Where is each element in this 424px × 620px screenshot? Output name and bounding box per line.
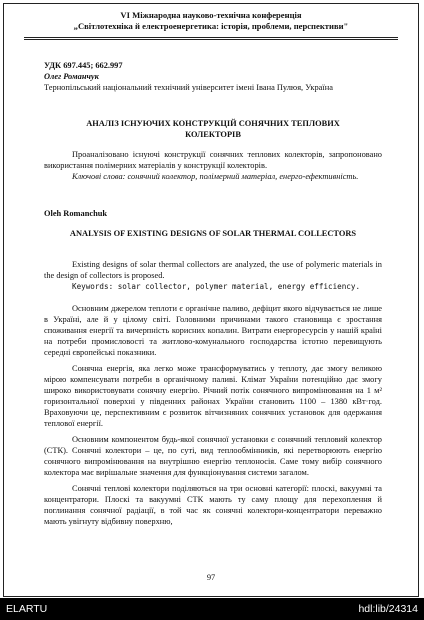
conference-title: „Світлотехніка й електроенергетика: історія, проблеми, перспективи" xyxy=(73,21,349,31)
author-en: Oleh Romanchuk xyxy=(44,209,108,218)
body-paragraph: Основним компонентом будь-якої сонячної установки є сонячний тепловий колектор (СТК). Сонячні колектори – це, по суті, вид теплообмінників, які перетворюють енергію сонячного випромінювання на внутрішню енергію теплоносія. Саме тому вибір сонячного колектора має вирішальне значення для функціонування системи загалом. xyxy=(44,435,382,477)
body-paragraph: Сонячні теплові колектори поділяються на три основні категорії: плоскі, вакуумні та концентратори. Плоскі та вакуумні СТК мають ту саму площу для перехоплення й поглинання сонячної радіації, в той час як сонячні колектори-концентратори переважно мають увігнуту відбивну поверхню, xyxy=(44,484,382,526)
conference-name: VI Міжнародна науково-технічна конференція xyxy=(120,10,302,20)
author-en-block xyxy=(44,208,382,219)
body-paragraph: Основним джерелом теплоти є органічне паливо, дефіцит якого відчувається не лише в Україні, але й у цілому світі. Головними причинами такого становища є зростання споживання енергії та вичерпність корисних копалин. Витрати енергоресурсів у нашій країні на потреби промисловості та житлово-комунального господарства істотно перевищують середні європейські показники. xyxy=(44,304,382,357)
abstract-en: Existing designs of solar thermal collectors are analyzed, the use of polymeric materials in the design of collectors is proposed. xyxy=(44,260,382,280)
document-page xyxy=(3,3,419,597)
page-number: 97 xyxy=(206,573,216,582)
article-title-en: ANALYSIS OF EXISTING DESIGNS OF SOLAR THERMAL COLLECTORS xyxy=(69,229,357,238)
repository-name: ELARTU xyxy=(6,603,48,615)
affiliation: Тернопільський національний технічний університет імені Івана Пулюя, Україна xyxy=(44,83,333,92)
header-rule xyxy=(24,37,398,40)
article-title-ua: АНАЛІЗ ІСНУЮЧИХ КОНСТРУКЦІЙ СОНЯЧНИХ ТЕПЛОВИХ КОЛЕКТОРІВ xyxy=(86,119,340,139)
abstract-ua-block xyxy=(44,149,382,182)
udc-code: УДК 697.445; 662.997 xyxy=(44,61,123,70)
body-paragraph: Сонячна енергія, яка легко може трансформуватись у теплоту, дає змогу великою мірою компенсувати потреби в органічному паливі. Клімат України потенційно дає змогу широко використовувати сонячну енергію. Річний потік сонячного випромінювання на 1 м² горизонтальної поверхні у південних районах України становить 1100 – 1380 кВт·год. Враховуючи це, перспективним є розвиток вітчизняних сонячних установок для одержання теплової енергії. xyxy=(44,364,382,428)
running-header xyxy=(24,10,398,32)
handle-id[interactable]: hdl:lib/24314 xyxy=(358,603,418,615)
keywords-en: Keywords: solar collector, polymer material, energy efficiency. xyxy=(72,282,361,291)
body-text xyxy=(44,303,382,527)
title-en-block xyxy=(44,228,382,239)
udc-block xyxy=(44,60,382,93)
title-ua-block xyxy=(44,118,382,140)
keywords-ua: Ключові слова: сонячний колектор, полімерний матеріал, енерго-ефективність. xyxy=(72,172,359,181)
abstract-en-block xyxy=(44,259,382,292)
abstract-ua: Проаналізовано існуючі конструкції сонячних теплових колекторів, запропоновано використання полімерних матеріалів у конструкції колекторів. xyxy=(44,150,382,170)
repository-footer xyxy=(0,598,424,620)
author-ua: Олег Романчук xyxy=(44,72,99,81)
